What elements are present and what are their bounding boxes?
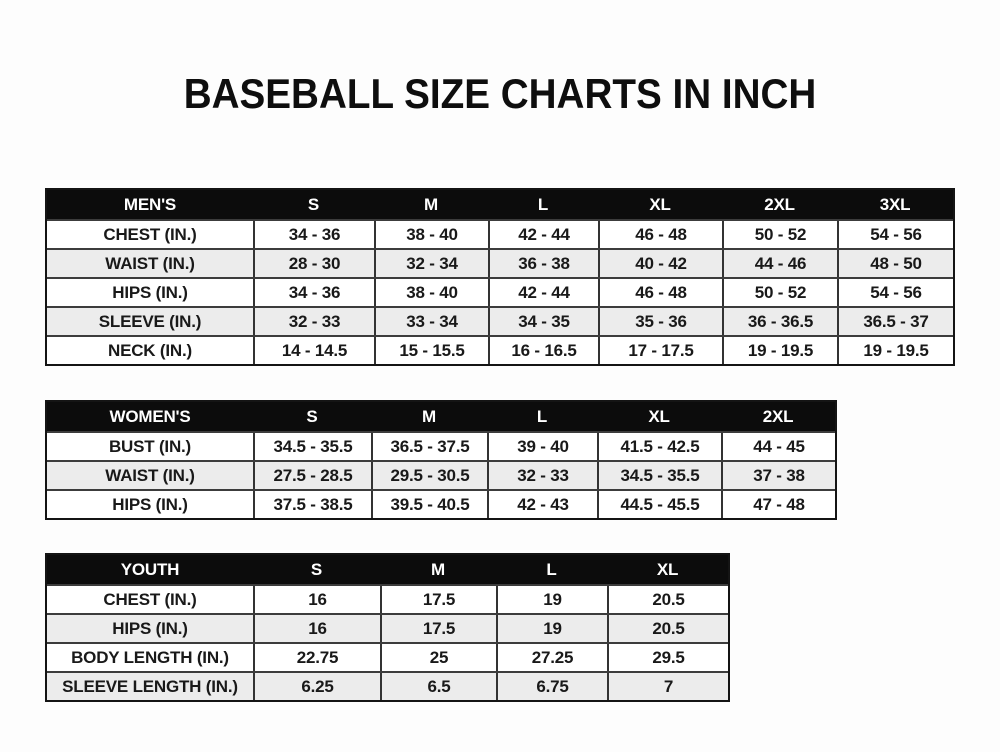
womens-row-label: BUST (IN.) <box>108 436 192 456</box>
mens-value-cell: 40 - 42 <box>598 250 722 277</box>
mens-value-cell: 42 - 44 <box>488 221 598 248</box>
mens-row-label: CHEST (IN.) <box>103 224 197 244</box>
womens-value-cell: 44 - 45 <box>721 433 835 460</box>
youth-row-label: SLEEVE LENGTH (IN.) <box>62 676 238 696</box>
womens-value-cell: 39.5 - 40.5 <box>371 491 487 518</box>
mens-size-header-cell: XL <box>649 194 671 214</box>
mens-value-cell: 34 - 36 <box>253 279 374 306</box>
womens-value-cell: 29.5 - 30.5 <box>371 462 487 489</box>
youth-size-header-cell: XL <box>656 559 679 579</box>
mens-value-cell: 50 - 52 <box>722 279 837 306</box>
youth-table-title: YOUTH <box>120 559 180 579</box>
mens-value-cell: 33 - 34 <box>374 308 488 335</box>
youth-value-cell: 6.5 <box>380 673 496 700</box>
youth-value-cell: 6.25 <box>253 673 380 700</box>
mens-size-header-cell: S <box>307 194 320 214</box>
womens-table-title: WOMEN'S <box>109 406 191 426</box>
womens-size-header-cell: L <box>536 406 548 426</box>
womens-value-cell: 34.5 - 35.5 <box>597 462 721 489</box>
mens-table-row <box>47 248 953 277</box>
mens-value-cell: 28 - 30 <box>253 250 374 277</box>
mens-size-header-cell: M <box>424 194 438 214</box>
womens-size-header-cell: 2XL <box>762 406 794 426</box>
youth-table-row <box>47 671 728 700</box>
mens-table-row <box>47 306 953 335</box>
mens-value-cell: 54 - 56 <box>837 279 953 306</box>
womens-size-header-cell: M <box>422 406 436 426</box>
youth-value-cell: 20.5 <box>607 586 728 613</box>
womens-value-cell: 44.5 - 45.5 <box>597 491 721 518</box>
youth-value-cell: 19 <box>496 615 607 642</box>
youth-value-cell: 7 <box>607 673 728 700</box>
mens-row-label: NECK (IN.) <box>108 340 192 360</box>
womens-value-cell: 47 - 48 <box>721 491 835 518</box>
mens-value-cell: 36.5 - 37 <box>837 308 953 335</box>
mens-size-header-cell: L <box>537 194 549 214</box>
mens-value-cell: 34 - 35 <box>488 308 598 335</box>
mens-value-cell: 46 - 48 <box>598 221 722 248</box>
womens-value-cell: 39 - 40 <box>487 433 597 460</box>
mens-table-title: MEN'S <box>123 194 177 214</box>
mens-value-cell: 15 - 15.5 <box>374 337 488 364</box>
mens-table-row <box>47 277 953 306</box>
mens-value-cell: 44 - 46 <box>722 250 837 277</box>
mens-value-cell: 19 - 19.5 <box>722 337 837 364</box>
womens-size-header-cell: XL <box>648 406 670 426</box>
youth-size-header-cell: M <box>431 559 445 579</box>
youth-value-cell: 16 <box>253 615 380 642</box>
womens-value-cell: 37 - 38 <box>721 462 835 489</box>
youth-size-header-cell: L <box>546 559 557 579</box>
youth-value-cell: 22.75 <box>253 644 380 671</box>
mens-value-cell: 19 - 19.5 <box>837 337 953 364</box>
mens-table-row <box>47 219 953 248</box>
youth-row-label: BODY LENGTH (IN.) <box>71 647 229 667</box>
mens-value-cell: 14 - 14.5 <box>253 337 374 364</box>
mens-value-cell: 38 - 40 <box>374 279 488 306</box>
mens-row-label: WAIST (IN.) <box>105 253 195 273</box>
mens-row-label: HIPS (IN.) <box>112 282 188 302</box>
womens-value-cell: 27.5 - 28.5 <box>253 462 371 489</box>
mens-value-cell: 16 - 16.5 <box>488 337 598 364</box>
youth-row-label: CHEST (IN.) <box>103 589 197 609</box>
mens-value-cell: 50 - 52 <box>722 221 837 248</box>
youth-table-row <box>47 642 728 671</box>
youth-value-cell: 17.5 <box>380 615 496 642</box>
mens-row-label: SLEEVE (IN.) <box>98 311 202 331</box>
womens-table-row <box>47 460 835 489</box>
mens-value-cell: 46 - 48 <box>598 279 722 306</box>
youth-value-cell: 25 <box>380 644 496 671</box>
mens-table-row <box>47 335 953 364</box>
mens-value-cell: 42 - 44 <box>488 279 598 306</box>
mens-value-cell: 17 - 17.5 <box>598 337 722 364</box>
womens-value-cell: 41.5 - 42.5 <box>597 433 721 460</box>
womens-table-row <box>47 431 835 460</box>
youth-value-cell: 17.5 <box>380 586 496 613</box>
youth-size-table <box>45 553 730 702</box>
youth-table-row <box>47 584 728 613</box>
mens-value-cell: 32 - 33 <box>253 308 374 335</box>
womens-value-cell: 36.5 - 37.5 <box>371 433 487 460</box>
mens-size-header-cell: 2XL <box>764 194 795 214</box>
youth-value-cell: 16 <box>253 586 380 613</box>
mens-value-cell: 38 - 40 <box>374 221 488 248</box>
womens-table-row <box>47 489 835 518</box>
mens-value-cell: 36 - 38 <box>488 250 598 277</box>
youth-value-cell: 6.75 <box>496 673 607 700</box>
mens-value-cell: 32 - 34 <box>374 250 488 277</box>
womens-value-cell: 42 - 43 <box>487 491 597 518</box>
womens-row-label: WAIST (IN.) <box>105 465 195 485</box>
youth-table-row <box>47 613 728 642</box>
youth-value-cell: 20.5 <box>607 615 728 642</box>
youth-value-cell: 19 <box>496 586 607 613</box>
womens-header-row <box>47 402 835 431</box>
mens-size-header-cell: 3XL <box>879 194 911 214</box>
mens-value-cell: 35 - 36 <box>598 308 722 335</box>
womens-value-cell: 32 - 33 <box>487 462 597 489</box>
mens-value-cell: 54 - 56 <box>837 221 953 248</box>
mens-value-cell: 36 - 36.5 <box>722 308 837 335</box>
page-title: BASEBALL SIZE CHARTS IN INCH <box>183 70 817 117</box>
womens-value-cell: 34.5 - 35.5 <box>253 433 371 460</box>
womens-size-header-cell: S <box>306 406 318 426</box>
mens-header-row <box>47 190 953 219</box>
youth-value-cell: 29.5 <box>607 644 728 671</box>
youth-row-label: HIPS (IN.) <box>112 618 188 638</box>
mens-value-cell: 48 - 50 <box>837 250 953 277</box>
youth-header-row <box>47 555 728 584</box>
youth-size-header-cell: S <box>310 559 323 579</box>
womens-row-label: HIPS (IN.) <box>112 494 188 514</box>
womens-size-table <box>45 400 837 520</box>
youth-value-cell: 27.25 <box>496 644 607 671</box>
womens-value-cell: 37.5 - 38.5 <box>253 491 371 518</box>
mens-size-table <box>45 188 955 366</box>
mens-value-cell: 34 - 36 <box>253 221 374 248</box>
